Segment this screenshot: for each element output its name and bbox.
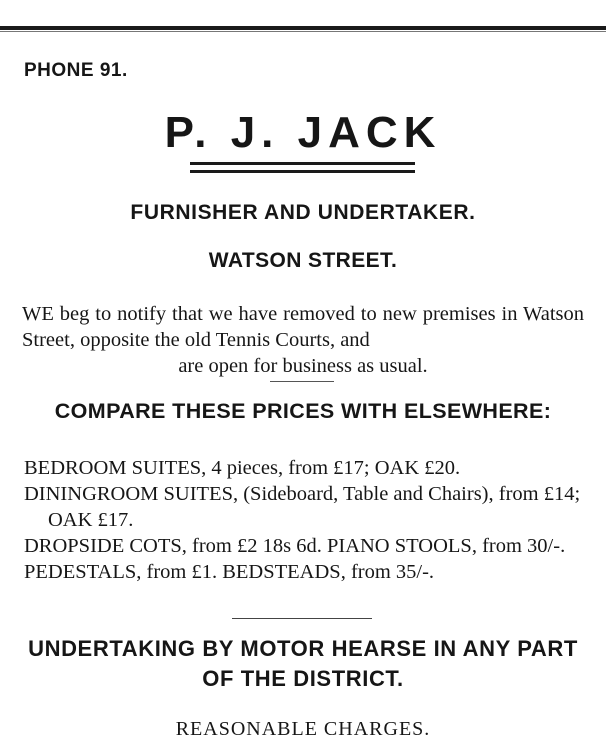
top-border-hairline	[0, 31, 606, 32]
price-item: PEDESTALS, from £1. BEDSTEADS, from 35/-.	[24, 561, 435, 583]
trade-heading: FURNISHER AND UNDERTAKER.	[130, 201, 476, 224]
top-border-rule	[0, 26, 606, 30]
notice-line: are open for business as usual.	[178, 355, 428, 377]
relocation-notice	[22, 301, 584, 379]
price-item: DININGROOM SUITES, (Sideboard, Table and Chairs), from £14; OAK £17.	[24, 483, 581, 531]
street-heading: WATSON STREET.	[208, 249, 398, 272]
notice-line: in Watson Street, opposite the old Tennis Courts, and	[22, 303, 585, 351]
business-name: P. J. JACK	[164, 108, 442, 157]
charges-line: REASONABLE CHARGES.	[175, 718, 431, 740]
prices-heading: COMPARE THESE PRICES WITH ELSEWHERE:	[54, 399, 552, 423]
undertaking-heading	[0, 634, 606, 694]
section-divider	[232, 618, 372, 619]
undertaking-line: OF THE DISTRICT.	[202, 666, 404, 691]
phone-number: PHONE 91.	[24, 60, 128, 81]
notice-line: WE beg to notify that we have removed to new premises	[22, 303, 496, 325]
undertaking-line: UNDERTAKING BY MOTOR HEARSE IN ANY PART	[28, 636, 578, 661]
name-underline-lower	[190, 170, 415, 173]
price-item: BEDROOM SUITES, 4 pieces, from £17; OAK £20.	[24, 457, 461, 479]
price-item: DROPSIDE COTS, from £2 18s 6d. PIANO STOOLS, from 30/-.	[24, 535, 566, 557]
name-underline-upper	[190, 162, 415, 165]
price-list	[24, 455, 594, 585]
section-divider	[270, 381, 334, 382]
